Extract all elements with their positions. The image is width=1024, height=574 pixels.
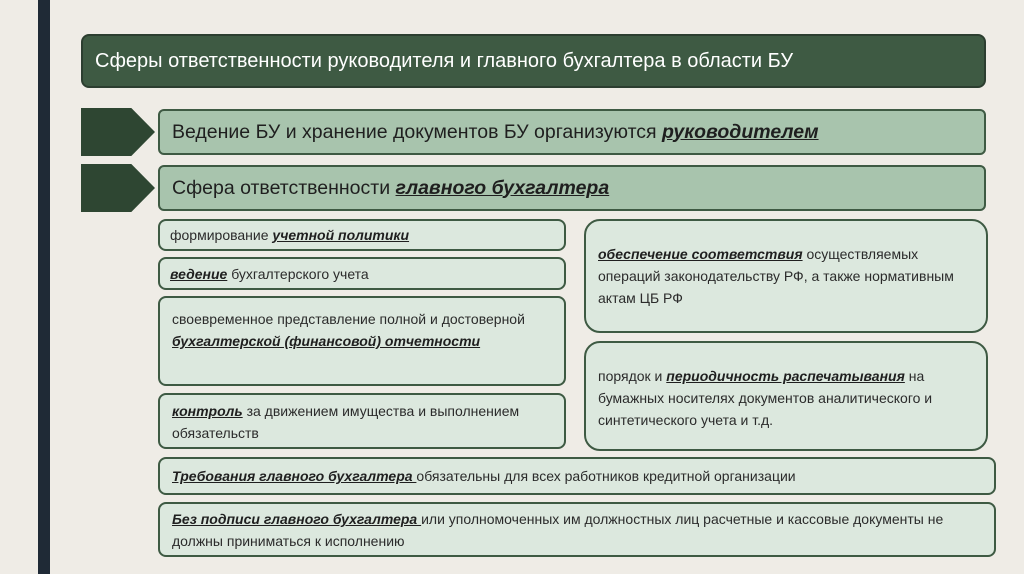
item-emphasis: Требования главного бухгалтера: [172, 468, 417, 484]
row2-emphasis: главного бухгалтера: [395, 176, 610, 199]
left-accent-bar: [38, 0, 50, 574]
arrow-marker-1: [81, 108, 155, 156]
item-text: или уполномоченных им должностных лиц расчетные и кассовые документы не должны приниматься к исполнению: [172, 511, 944, 549]
item-emphasis: Без подписи главного бухгалтера: [172, 511, 422, 527]
item-accounting-policy: [158, 219, 566, 251]
item-bookkeeping: [158, 257, 566, 290]
row1-text: Ведение БУ и хранение документов БУ организуются: [172, 120, 663, 143]
item-printing-periodicity: [584, 341, 988, 451]
item-text: за движением имущества и выполнением обязательств: [172, 403, 520, 441]
item-emphasis: ведение: [170, 266, 228, 282]
item-emphasis: обеспечение соответствия: [598, 246, 803, 262]
item-text: порядок и: [598, 368, 667, 384]
slide-title-box: [81, 34, 986, 88]
item-emphasis: контроль: [172, 403, 243, 419]
row2-text: Сфера ответственности: [172, 176, 396, 199]
item-financial-reporting: [158, 296, 566, 386]
row1-emphasis: руководителем: [662, 120, 819, 143]
item-compliance: [584, 219, 988, 333]
item-text: обязательны для всех работников кредитной организации: [416, 468, 796, 484]
item-emphasis: периодичность распечатывания: [666, 368, 905, 384]
item-emphasis: учетной политики: [272, 227, 410, 243]
item-text: формирование: [170, 227, 273, 243]
arrow-marker-2: [81, 164, 155, 212]
slide-title: Сферы ответственности руководителя и главного бухгалтера в области БУ: [95, 49, 794, 72]
chief-accountant-scope-box: [158, 165, 986, 211]
item-emphasis: бухгалтерской (финансовой) отчетности: [172, 333, 481, 349]
item-text: своевременное представление полной и достоверной: [172, 311, 525, 327]
item-text: бухгалтерского учета: [227, 266, 369, 282]
requirements-row: [158, 457, 996, 495]
signature-row: [158, 502, 996, 557]
item-text: осуществляемых операций законодательству РФ, а также нормативным актам ЦБ РФ: [598, 246, 954, 306]
manager-responsibility-box: [158, 109, 986, 155]
item-text: на бумажных носителях документов аналитического и синтетического учета и т.д.: [598, 368, 933, 428]
item-control: [158, 393, 566, 449]
